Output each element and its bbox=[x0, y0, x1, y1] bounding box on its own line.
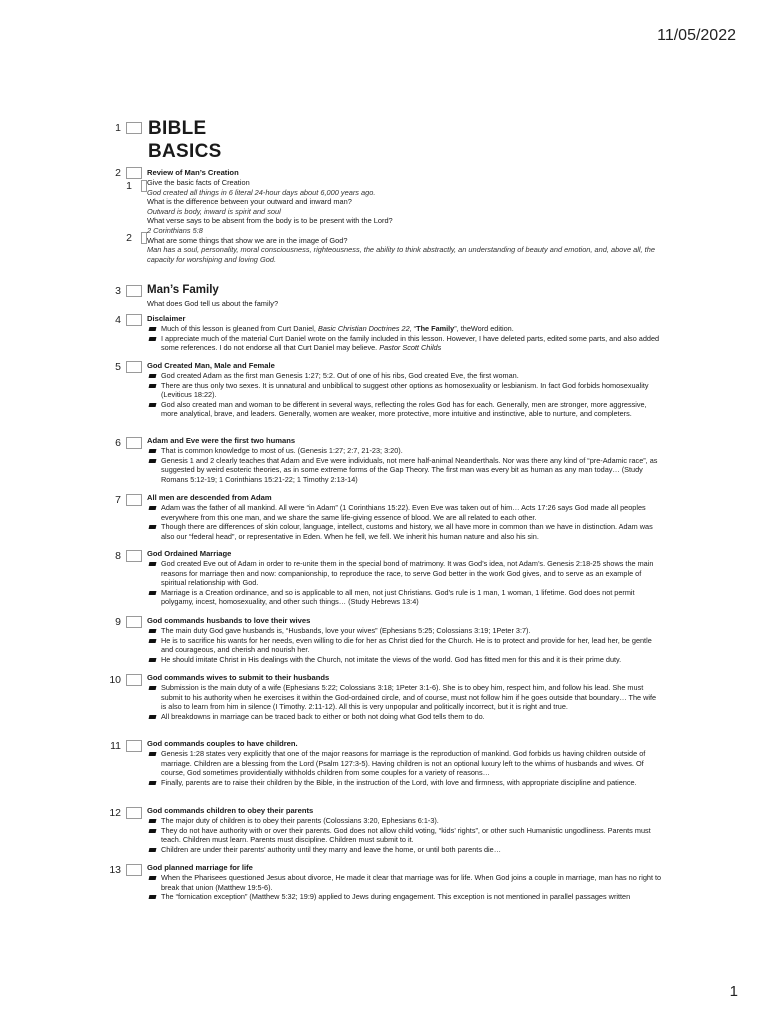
section-heading: Adam and Eve were the first two humans bbox=[147, 436, 296, 445]
bullet-item: There are thus only two sexes. It is unnatural and unbiblical to suggest other options as homosexuality or lesbianism. In fact God forbids homosexuality (Leviticus 18:22). bbox=[147, 381, 662, 400]
bullet-item: God created Adam as the first man Genesis 1:27; 5:2. Out of one of his ribs, God created Eve, the first woman. bbox=[147, 371, 662, 381]
bullet-item: All breakdowns in marriage can be traced back to either or both not doing what God tells them to do. bbox=[147, 712, 662, 722]
outline-number: 4 bbox=[115, 314, 121, 326]
checkbox[interactable] bbox=[126, 167, 142, 179]
outline-number: 3 bbox=[115, 285, 121, 297]
bullet-item: I appreciate much of the material Curt Daniel wrote on the family included in this lesson. However, I have deleted parts, edited some parts, and also added some references. I do not endorse all that Curt Daniel may believe. Pastor Scott Childs bbox=[147, 334, 662, 353]
bullet-item: Submission is the main duty of a wife (Ephesians 5:22; Colossians 3:18; 1Peter 3:1-6). She is to obey him, respect him, and follow his lead. She must submit to his authority when he exercises it within the God-ordained circle, and of course, must not follow him if he goes outside that boundary… The wife is also to learn from him in silence (I Timothy. 2:11-12). All this is very unpopular and politically incorrect, but it is right and true. bbox=[147, 683, 662, 712]
outline-number: 9 bbox=[115, 616, 121, 628]
outline-number: 12 bbox=[109, 807, 121, 819]
section-heading: God Ordained Marriage bbox=[147, 549, 232, 558]
checkbox[interactable] bbox=[126, 674, 142, 686]
content-section bbox=[147, 436, 662, 484]
bullet-item: Marriage is a Creation ordinance, and so is applicable to all men, not just Christians. God’s rule is 1 man, 1 woman, 1 lifetime. God does not permit polygamy, incest, homosexuality, and other such things… (Study Hebrews 13:4) bbox=[147, 588, 662, 607]
date-stamp: 11/05/2022 bbox=[657, 27, 736, 44]
answer: God created all things in 6 literal 24-hour days about 6,000 years ago. bbox=[147, 187, 376, 197]
checkbox[interactable] bbox=[126, 285, 142, 297]
outline-number: 2 bbox=[115, 167, 121, 179]
section-heading: God planned marriage for life bbox=[147, 863, 253, 872]
answer: Man has a soul, personality, moral consciousness, righteousness, the ability to think abstractly, an understanding of beauty and emotion, and, above all, the capacity for worshiping and loving God. bbox=[147, 245, 655, 264]
question: What is the difference between your outward and inward man? bbox=[147, 197, 352, 207]
family-section bbox=[147, 283, 662, 309]
outline-subnumber: 1 bbox=[126, 180, 132, 192]
checkbox[interactable] bbox=[126, 550, 142, 562]
bullet-item: Though there are differences of skin colour, language, intellect, customs and history, we all have more in common than we have in distinction. Adam was also our “federal head”, or representative in Eden. When he fell, we fell. We inherit his human nature and also his sin. bbox=[147, 522, 662, 541]
question: What verse says to be absent from the body is to be present with the Lord? bbox=[147, 216, 393, 226]
answer: Outward is body, inward is spirit and soul bbox=[147, 206, 281, 216]
content-section bbox=[147, 493, 662, 541]
bullet-item: When the Pharisees questioned Jesus about divorce, He made it clear that marriage was for life. When God joins a couple in marriage, man has no right to break that union (Matthew 19:5-6). bbox=[147, 873, 662, 892]
question: Give the basic facts of Creation bbox=[147, 178, 250, 187]
outline-number: 8 bbox=[115, 550, 121, 562]
section-heading: Disclaimer bbox=[147, 314, 186, 323]
answer: 2 Corinthians 5:8 bbox=[147, 225, 203, 235]
bullet-item: Genesis 1:28 states very explicitly that one of the major reasons for marriage is the reproduction of mankind. God forbids us having children outside of marriage. Children are a blessing from the Lord (Psalm 127:3-5). Having children is not an optional luxury left to the whims of husbands and wives. Of course, God sometimes providentially withholds children from some couples for a variety of reasons… bbox=[147, 749, 662, 778]
content-section bbox=[147, 863, 662, 902]
page-number: 1 bbox=[729, 983, 738, 1000]
bullet-item: The “fornication exception” (Matthew 5:32; 19:9) applied to Jews during engagement. This exception is not mentioned in parallel passages written bbox=[147, 892, 662, 902]
bullet-item: Children are under their parents’ authority until they marry and leave the home, or until both parents die… bbox=[147, 845, 662, 855]
checkbox[interactable] bbox=[126, 616, 142, 628]
bullet-item: Finally, parents are to raise their children by the Bible, in the instruction of the Lord, with love and firmness, with appropriate discipline and patience. bbox=[147, 778, 662, 788]
content-section bbox=[147, 549, 662, 607]
content-section bbox=[147, 361, 662, 419]
bullet-item: God created Eve out of Adam in order to re-unite them in the special bond of matrimony. It was God’s idea, not Adam’s. Genesis 2:18-25 shows the main reasons for marriage then and now: companionship, to reproduce the race, to serve God better in the work God gives, and to serve as an example of spiritual relationship with God. bbox=[147, 559, 662, 588]
bullet-item: Adam was the father of all mankind. All were “in Adam” (1 Corinthians 15:22). Even Eve was taken out of him… Acts 17:26 says God made all peoples everywhere from this one man, and we share the same life-giving essence of blood. We are all related to each other. bbox=[147, 503, 662, 522]
section-heading: God commands husbands to love their wives bbox=[147, 616, 311, 625]
bullet-item: Much of this lesson is gleaned from Curt Daniel, Basic Christian Doctrines 22, “The Family”, theWord edition. bbox=[147, 324, 662, 334]
bullet-item: They do not have authority with or over their parents. God does not allow child voting, “kids’ rights”, or other such Humanistic ungodliness. Parents must teach. Children must learn. Parents must discipline. Children must submit to it. bbox=[147, 826, 662, 845]
question: What are some things that show we are in the image of God? bbox=[147, 235, 348, 245]
outline-number: 13 bbox=[109, 864, 121, 876]
section-heading: God commands wives to submit to their husbands bbox=[147, 673, 330, 682]
section-heading: God Created Man, Male and Female bbox=[147, 361, 275, 370]
outline-number: 1 bbox=[115, 122, 121, 134]
page-title: BIBLE BASICS bbox=[148, 118, 222, 162]
checkbox[interactable] bbox=[126, 494, 142, 506]
bullet-item: God also created man and woman to be different in several ways, reflecting the roles God has for each. Generally, men are stronger, more aggressive, more analytical, brave, and leaders. Generally, women are weaker, more protective, more intuitive and instinctive, able to nurture, and completers. bbox=[147, 400, 662, 419]
section-heading: Review of Man’s Creation bbox=[147, 168, 239, 177]
bullet-item: That is common knowledge to most of us. (Genesis 1:27; 2:7, 21-23; 3:20). bbox=[147, 446, 662, 456]
checkbox[interactable] bbox=[126, 437, 142, 449]
checkbox[interactable] bbox=[126, 122, 142, 134]
content-section bbox=[147, 739, 662, 787]
bullet-item: He is to sacrifice his wants for her needs, even willing to die for her as Christ died for the Church. He is to protect and provide for her, lead her, be gentle and courageous, and cherish and nourish her. bbox=[147, 636, 662, 655]
outline-number: 7 bbox=[115, 494, 121, 506]
outline-number: 6 bbox=[115, 437, 121, 449]
question: What does God tell us about the family? bbox=[147, 299, 279, 308]
outline-number: 11 bbox=[110, 740, 121, 752]
outline-subnumber: 2 bbox=[126, 232, 132, 244]
bullet-item: He should imitate Christ in His dealings with the Church, not imitate the views of the world. God has fitted men for this and it is their prime duty. bbox=[147, 655, 662, 665]
outline-number: 5 bbox=[115, 361, 121, 373]
checkbox[interactable] bbox=[126, 864, 142, 876]
content-section bbox=[147, 616, 662, 664]
bullet-item: Genesis 1 and 2 clearly teaches that Adam and Eve were individuals, not mere half-animal Neanderthals. Nor was there any kind of “pre-Adamic race”, as suggested by weird esoteric theories, as in some extreme forms of the Gap Theory. The first man was every bit as human as any man today… (Study Romans 5:12-19; 1 Corinthians 15:21-22; 1 Timothy 2:13-14) bbox=[147, 456, 662, 485]
section-heading: God commands couples to have children. bbox=[147, 739, 298, 748]
checkbox[interactable] bbox=[126, 361, 142, 373]
section-title: Man’s Family bbox=[147, 284, 219, 296]
section-heading: All men are descended from Adam bbox=[147, 493, 272, 502]
bullet-item: The main duty God gave husbands is, “Husbands, love your wives” (Ephesians 5:25; Colossians 3:19; 1Peter 3:7). bbox=[147, 626, 662, 636]
disclaimer-section bbox=[147, 314, 662, 353]
content-section bbox=[147, 673, 662, 721]
checkbox[interactable] bbox=[126, 740, 142, 752]
outline-number: 10 bbox=[109, 674, 121, 686]
checkbox[interactable] bbox=[126, 807, 142, 819]
content-section bbox=[147, 806, 662, 854]
section-heading: God commands children to obey their parents bbox=[147, 806, 314, 815]
checkbox[interactable] bbox=[126, 314, 142, 326]
review-section bbox=[147, 168, 662, 264]
bullet-item: The major duty of children is to obey their parents (Colossians 3:20, Ephesians 6:1-3). bbox=[147, 816, 662, 826]
